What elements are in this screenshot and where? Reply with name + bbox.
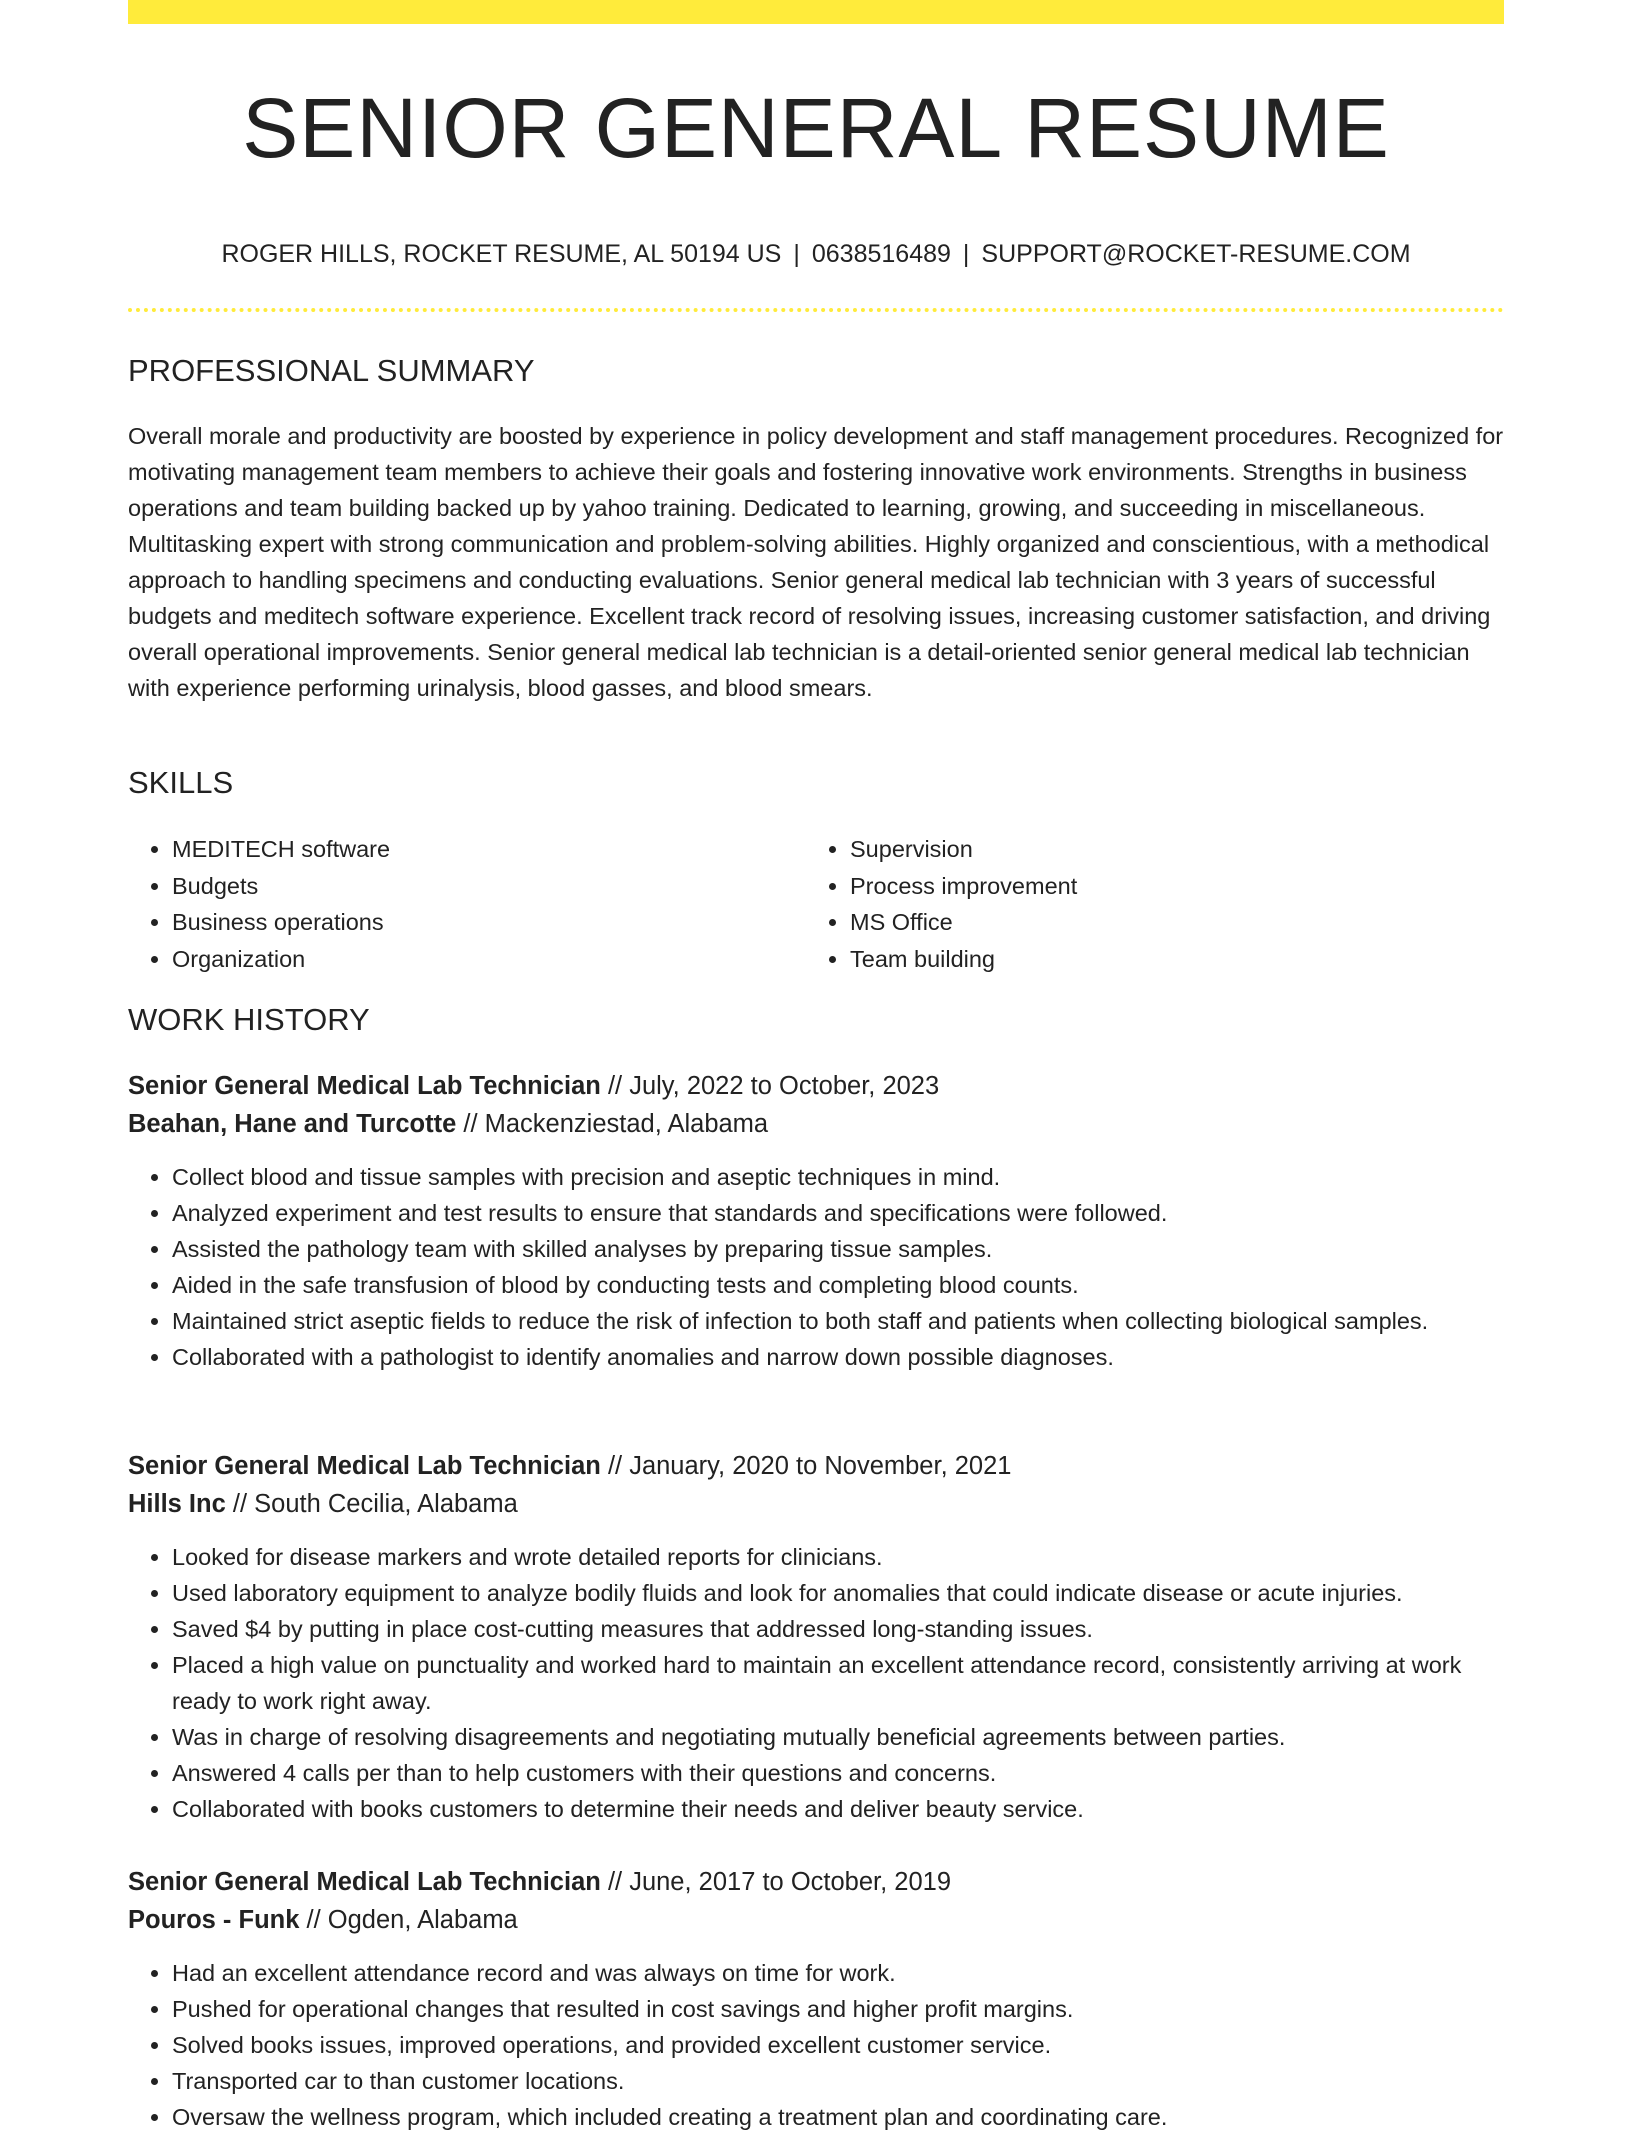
job-bullets [128,1955,1504,2135]
job-company-line [128,1485,1504,1523]
job-bullet: • Aided in the safe transfusion of blood by conducting tests and completing blood counts. [172,1267,1504,1303]
job-location: // Mackenziestad, Alabama [463,1110,769,1138]
job-bullet: • Collaborated with a pathologist to identify anomalies and narrow down possible diagnoses. [172,1339,1504,1375]
skills-heading: SKILLS [128,765,234,800]
job-bullet: • Pushed for operational changes that resulted in cost savings and higher profit margins. [172,1991,1504,2027]
top-accent-bar [128,0,1504,24]
skills-list-right [806,831,1490,977]
contact-email: SUPPORT@ROCKET-RESUME.COM [981,240,1411,268]
job-bullet: • Oversaw the wellness program, which included creating a treatment plan and coordinating care. [172,2099,1504,2135]
skill-item: • Organization [172,941,812,978]
job-bullet: • Collect blood and tissue samples with precision and aseptic techniques in mind. [172,1159,1504,1195]
skill-item: • MEDITECH software [172,831,812,868]
work-history-heading: WORK HISTORY [128,1002,370,1037]
resume-title: SENIOR GENERAL RESUME [242,81,1390,175]
job-dates: // June, 2017 to October, 2019 [607,1868,952,1896]
job-bullet: • Maintained strict aseptic fields to reduce the risk of infection to both staff and patients when collecting biological samples. [172,1303,1504,1339]
job-title: Senior General Medical Lab Technician [128,1868,601,1896]
job-bullet: • Analyzed experiment and test results to ensure that standards and specifications were followed. [172,1195,1504,1231]
job-location: // South Cecilia, Alabama [232,1490,518,1518]
job-company: Beahan, Hane and Turcotte [128,1110,457,1138]
contact-line [128,236,1504,272]
header-divider [128,308,1504,312]
summary-heading: PROFESSIONAL SUMMARY [128,353,535,388]
job-dates: // January, 2020 to November, 2021 [607,1452,1012,1480]
job-location: // Ogden, Alabama [306,1906,518,1934]
job-entry [128,1863,1504,2135]
contact-address: ROGER HILLS, ROCKET RESUME, AL 50194 US [221,240,782,268]
job-bullet: • Answered 4 calls per than to help customers with their questions and concerns. [172,1755,1504,1791]
skill-item: • Business operations [172,904,812,941]
job-entry [128,1067,1504,1375]
summary-text: Overall morale and productivity are boosted by experience in policy development and staff management procedures. Recognized for motivating management team members to achieve their goals and fostering innovative work environments. Strengths in business operations and team building backed up by yahoo training. Dedicated to learning, growing, and succeeding in miscellaneous. Multitasking expert with strong communication and problem-solving abilities. Highly organized and conscientious, with a methodical approach to handling specimens and conducting evaluations. Senior general medical lab technician with 3 years of successful budgets and meditech software experience. Excellent track record of resolving issues, increasing customer satisfaction, and driving overall operational improvements. Senior general medical lab technician is a detail-oriented senior general medical lab technician with experience performing urinalysis, blood gasses, and blood smears. [128,423,1504,701]
job-title-line [128,1067,1504,1105]
skill-item: • Budgets [172,868,812,905]
job-bullet: • Transported car to than customer locations. [172,2063,1504,2099]
job-bullet: • Used laboratory equipment to analyze bodily fluids and look for anomalies that could indicate disease or acute injuries. [172,1575,1504,1611]
job-bullet: • Solved books issues, improved operations, and provided excellent customer service. [172,2027,1504,2063]
job-company-line [128,1105,1504,1143]
skill-item: • Process improvement [850,868,1490,905]
skill-item: • Supervision [850,831,1490,868]
job-bullet: • Was in charge of resolving disagreements and negotiating mutually beneficial agreements between parties. [172,1719,1504,1755]
contact-separator: | [793,240,800,268]
job-bullet: • Saved $4 by putting in place cost-cutting measures that addressed long-standing issues. [172,1611,1504,1647]
job-bullet: • Collaborated with books customers to determine their needs and deliver beauty service. [172,1791,1504,1827]
job-dates: // July, 2022 to October, 2023 [607,1072,940,1100]
job-company: Hills Inc [128,1490,226,1518]
job-bullet: • Placed a high value on punctuality and worked hard to maintain an excellent attendance record, consistently arriving at work ready to work right away. [172,1647,1504,1719]
skills-list-left [128,831,812,977]
job-company: Pouros - Funk [128,1906,300,1934]
job-bullets [128,1539,1504,1827]
job-bullet: • Had an excellent attendance record and was always on time for work. [172,1955,1504,1991]
job-entry [128,1447,1504,1827]
job-company-line [128,1901,1504,1939]
contact-phone: 0638516489 [811,240,951,268]
job-bullets [128,1159,1504,1375]
skill-item: • Team building [850,941,1490,978]
contact-separator: | [962,240,970,268]
job-title-line [128,1863,1504,1901]
job-bullet: • Assisted the pathology team with skilled analyses by preparing tissue samples. [172,1231,1504,1267]
job-title-line [128,1447,1504,1485]
job-title: Senior General Medical Lab Technician [128,1452,601,1480]
skill-item: • MS Office [850,904,1490,941]
job-bullet: • Looked for disease markers and wrote detailed reports for clinicians. [172,1539,1504,1575]
job-title: Senior General Medical Lab Technician [128,1072,601,1100]
